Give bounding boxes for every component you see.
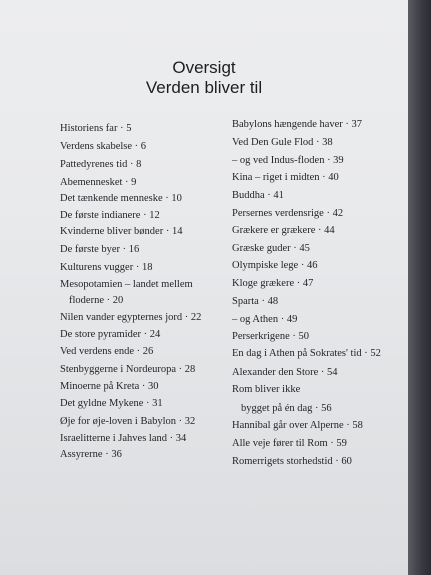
toc-entry: Det gyldne Mykene · 31: [60, 398, 163, 409]
book-page-edge: [408, 0, 431, 575]
toc-entry: De store pyramider · 24: [60, 329, 161, 340]
toc-entry: – og ved Indus-floden · 39: [232, 155, 344, 166]
toc-entry: Persernes verdensrige · 42: [232, 208, 344, 219]
toc-entry: Kina – riget i midten · 40: [232, 172, 339, 183]
toc-entry: Pattedyrenes tid · 8: [60, 159, 142, 170]
toc-entry: Kvinderne bliver bønder · 14: [60, 226, 183, 237]
toc-entry: Kulturens vugger · 18: [60, 262, 153, 273]
page-subtitle: Verden bliver til: [145, 78, 263, 97]
toc-entry: Øje for øje-loven i Babylon · 32: [60, 416, 196, 427]
toc-entry: floderne · 20: [69, 295, 124, 306]
page-title: Oversigt: [172, 58, 236, 77]
toc-entry: bygget på én dag · 56: [241, 403, 332, 414]
toc-entry: Stenbyggerne i Nordeuropa · 28: [60, 364, 196, 375]
toc-entry: Det tænkende menneske · 10: [60, 193, 182, 204]
toc-entry: Nilen vander egypternes jord · 22: [60, 312, 202, 323]
toc-entry: Grækere er grækere · 44: [232, 225, 335, 236]
toc-entry: – og Athen · 49: [232, 314, 298, 325]
toc-entry: Babylons hængende haver · 37: [232, 119, 363, 130]
toc-entry: Alexander den Store · 54: [232, 367, 338, 378]
toc-entry: Verdens skabelse · 6: [60, 141, 147, 152]
toc-entry: En dag i Athen på Sokrates' tid · 52: [232, 348, 381, 359]
toc-entry: Mesopotamien – landet mellem: [60, 279, 193, 290]
toc-entry: Israelitterne i Jahves land · 34: [60, 433, 187, 444]
toc-entry: Ved verdens ende · 26: [60, 346, 154, 357]
toc-entry: Romerrigets storhedstid · 60: [232, 456, 352, 467]
toc-entry: Kloge grækere · 47: [232, 278, 314, 289]
toc-entry: Historiens far · 5: [60, 123, 132, 134]
toc-entry: De første byer · 16: [60, 244, 140, 255]
toc-entry: Abemennesket · 9: [60, 177, 137, 188]
toc-entry: Buddha · 41: [232, 190, 284, 201]
toc-entry: Assyrerne · 36: [60, 449, 122, 460]
toc-entry: Perserkrigene · 50: [232, 331, 309, 342]
toc-entry: Ved Den Gule Flod · 38: [232, 137, 333, 148]
toc-entry: Olympiske lege · 46: [232, 260, 318, 271]
toc-entry: Alle veje fører til Rom · 59: [232, 438, 347, 449]
toc-entry: Rom bliver ikke: [232, 384, 301, 395]
toc-entry: De første indianere · 12: [60, 210, 160, 221]
toc-entry: Minoerne på Kreta · 30: [60, 381, 159, 392]
toc-entry: Græske guder · 45: [232, 243, 310, 254]
toc-entry: Sparta · 48: [232, 296, 279, 307]
toc-entry: Hannibal går over Alperne · 58: [232, 420, 363, 431]
